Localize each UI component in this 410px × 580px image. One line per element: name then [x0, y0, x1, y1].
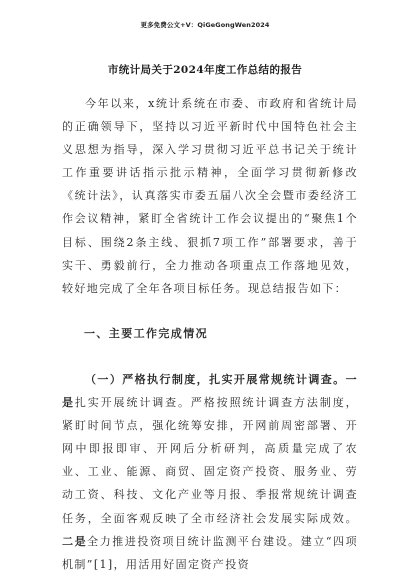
item-lead-1: 一是: [62, 373, 358, 410]
item-body-2: 全力推进投资项目统计监测平台建设。建立“四项机制”[1]，用活用好固定资产投资: [62, 534, 359, 571]
section-heading: 一、主要工作完成情况: [84, 327, 208, 340]
item-lead-2: 二是: [62, 534, 88, 548]
document-title: 市统计局关于2024年度工作总结的报告: [107, 64, 303, 76]
subsection-heading: （一）严格执行制度，扎实开展常规统计调查。: [85, 373, 346, 386]
item-body-1: 扎实开展统计调查。严格按照统计调查方法制度，紧盯时间节点，强化统筹安排，开网前周密部署、开网中即报即审、开网后分析研判，高质量完成了农业、工业、能源、商贸、固定资产投资、服务业、劳动工资、科技、文化产业等月报、季报常规统计调查任务，全面客观反映了全市经济社会发展实际成效。: [62, 396, 358, 525]
subsection-paragraph: [62, 368, 358, 576]
header-note: 更多免费公文+V：QiGeGongWen2024: [140, 21, 270, 29]
intro-paragraph: 今年以来，x统计系统在市委、市政府和省统计局的正确领导下，坚持以习近平新时代中国特色社会主义思想为指导，深入学习贯彻习近平总书记关于统计工作重要讲话指示批示精神，全面学习贯彻新修改《统计法》，认真落实市委五届八次全会暨市委经济工作会议精神，紧盯全省统计工作会议提出的“聚焦1个目标、围绕2条主线、狠抓7项工作”部署要求，善于实干、勇毅前行，全力推动各项重点工作落地见效，较好地完成了全年各项目标任务。现总结报告如下：: [62, 97, 358, 295]
